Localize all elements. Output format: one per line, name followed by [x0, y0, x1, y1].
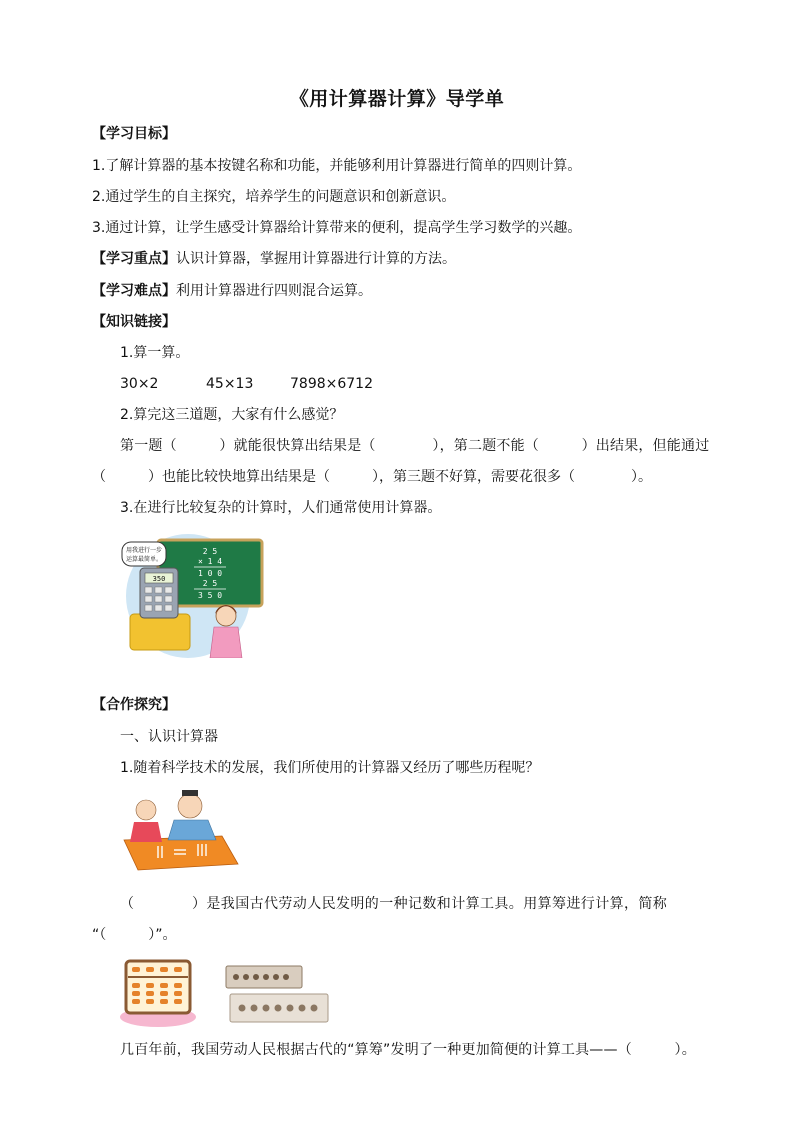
- child-body: [130, 822, 162, 842]
- abacus-cartoon-illustration: [118, 955, 198, 1029]
- abacus-photo-illustration: [222, 962, 332, 1028]
- bubble-text-1: 用我进行一步: [125, 547, 163, 554]
- expression-2: 45×13: [206, 376, 254, 392]
- objective-item-3: 3.通过计算，让学生感受计算器给计算带来的便利，提高学生学习数学的兴趣。: [92, 220, 582, 236]
- calculator-display-value: 350: [152, 575, 166, 583]
- objective-item-1: 1.了解计算器的基本按键名称和功能，并能够利用计算器进行简单的四则计算。: [92, 158, 582, 174]
- elder-robe: [168, 820, 216, 840]
- board-row-4: 2 5: [202, 579, 218, 588]
- difficulty-label: 【学习难点】: [92, 283, 176, 299]
- key-point-row: [92, 249, 712, 269]
- page-title: 《用计算器计算》导学单: [289, 88, 505, 110]
- links-question-3: 3.在进行比较复杂的计算时，人们通常使用计算器。: [120, 500, 442, 516]
- board-row-5: 3 5 0: [197, 591, 223, 600]
- difficulty-text: 利用计算器进行四则混合运算。: [176, 283, 372, 299]
- board-row-3: 1 0 0: [197, 569, 223, 578]
- key-point-text: 认识计算器，掌握用计算器进行计算的方法。: [176, 251, 456, 267]
- rods-blank-line-1: （ ）是我国古代劳动人民发明的一种记数和计算工具。用算筹进行计算，简称: [120, 896, 668, 912]
- abacus-blank-line: 几百年前，我国劳动人民根据古代的“算筹”发明了一种更加简便的计算工具——（ ）。: [120, 1042, 696, 1058]
- expression-1: 30×2: [120, 376, 159, 392]
- q2-answer-line-1: 第一题（ ）就能很快算出结果是（ ），第二题不能（ ）出结果，但能通过: [120, 438, 710, 454]
- explore-question-1: 1.随着科学技术的发展，我们所使用的计算器又经历了哪些历程呢？: [120, 760, 540, 776]
- expression-3: 7898×6712: [290, 376, 373, 392]
- expressions-row: [120, 374, 740, 394]
- rods-blank-line-2: “（ ）”。: [92, 927, 177, 943]
- bubble-text-2: 运算最简单。: [125, 556, 163, 563]
- teacher-body: [210, 627, 242, 658]
- explore-section-1: 一、认识计算器: [120, 729, 218, 745]
- explore-heading: 【合作探究】: [92, 697, 176, 713]
- elder-hat: [182, 790, 198, 796]
- board-row-2: × 1 4: [197, 557, 223, 566]
- q2-answer-line-2: （ ）也能比较快地算出结果是（ ），第三题不好算，需要花很多（ ）。: [92, 469, 652, 485]
- key-point-label: 【学习重点】: [92, 251, 176, 267]
- child-head: [136, 800, 156, 820]
- board-row-1: 2 5: [202, 547, 218, 556]
- objective-item-2: 2.通过学生的自主探究，培养学生的问题意识和创新意识。: [92, 189, 456, 205]
- elder-head: [178, 794, 202, 818]
- links-heading: 【知识链接】: [92, 314, 176, 330]
- calculator-keys: [145, 587, 172, 611]
- calculator-teacher-illustration: [118, 530, 264, 658]
- difficulty-row: [92, 281, 712, 301]
- counting-rods-illustration: [118, 788, 244, 872]
- objectives-heading: 【学习目标】: [92, 126, 176, 142]
- desk: [130, 614, 190, 650]
- links-question-2: 2.算完这三道题，大家有什么感觉？: [120, 407, 344, 423]
- links-question-1: 1.算一算。: [120, 345, 190, 361]
